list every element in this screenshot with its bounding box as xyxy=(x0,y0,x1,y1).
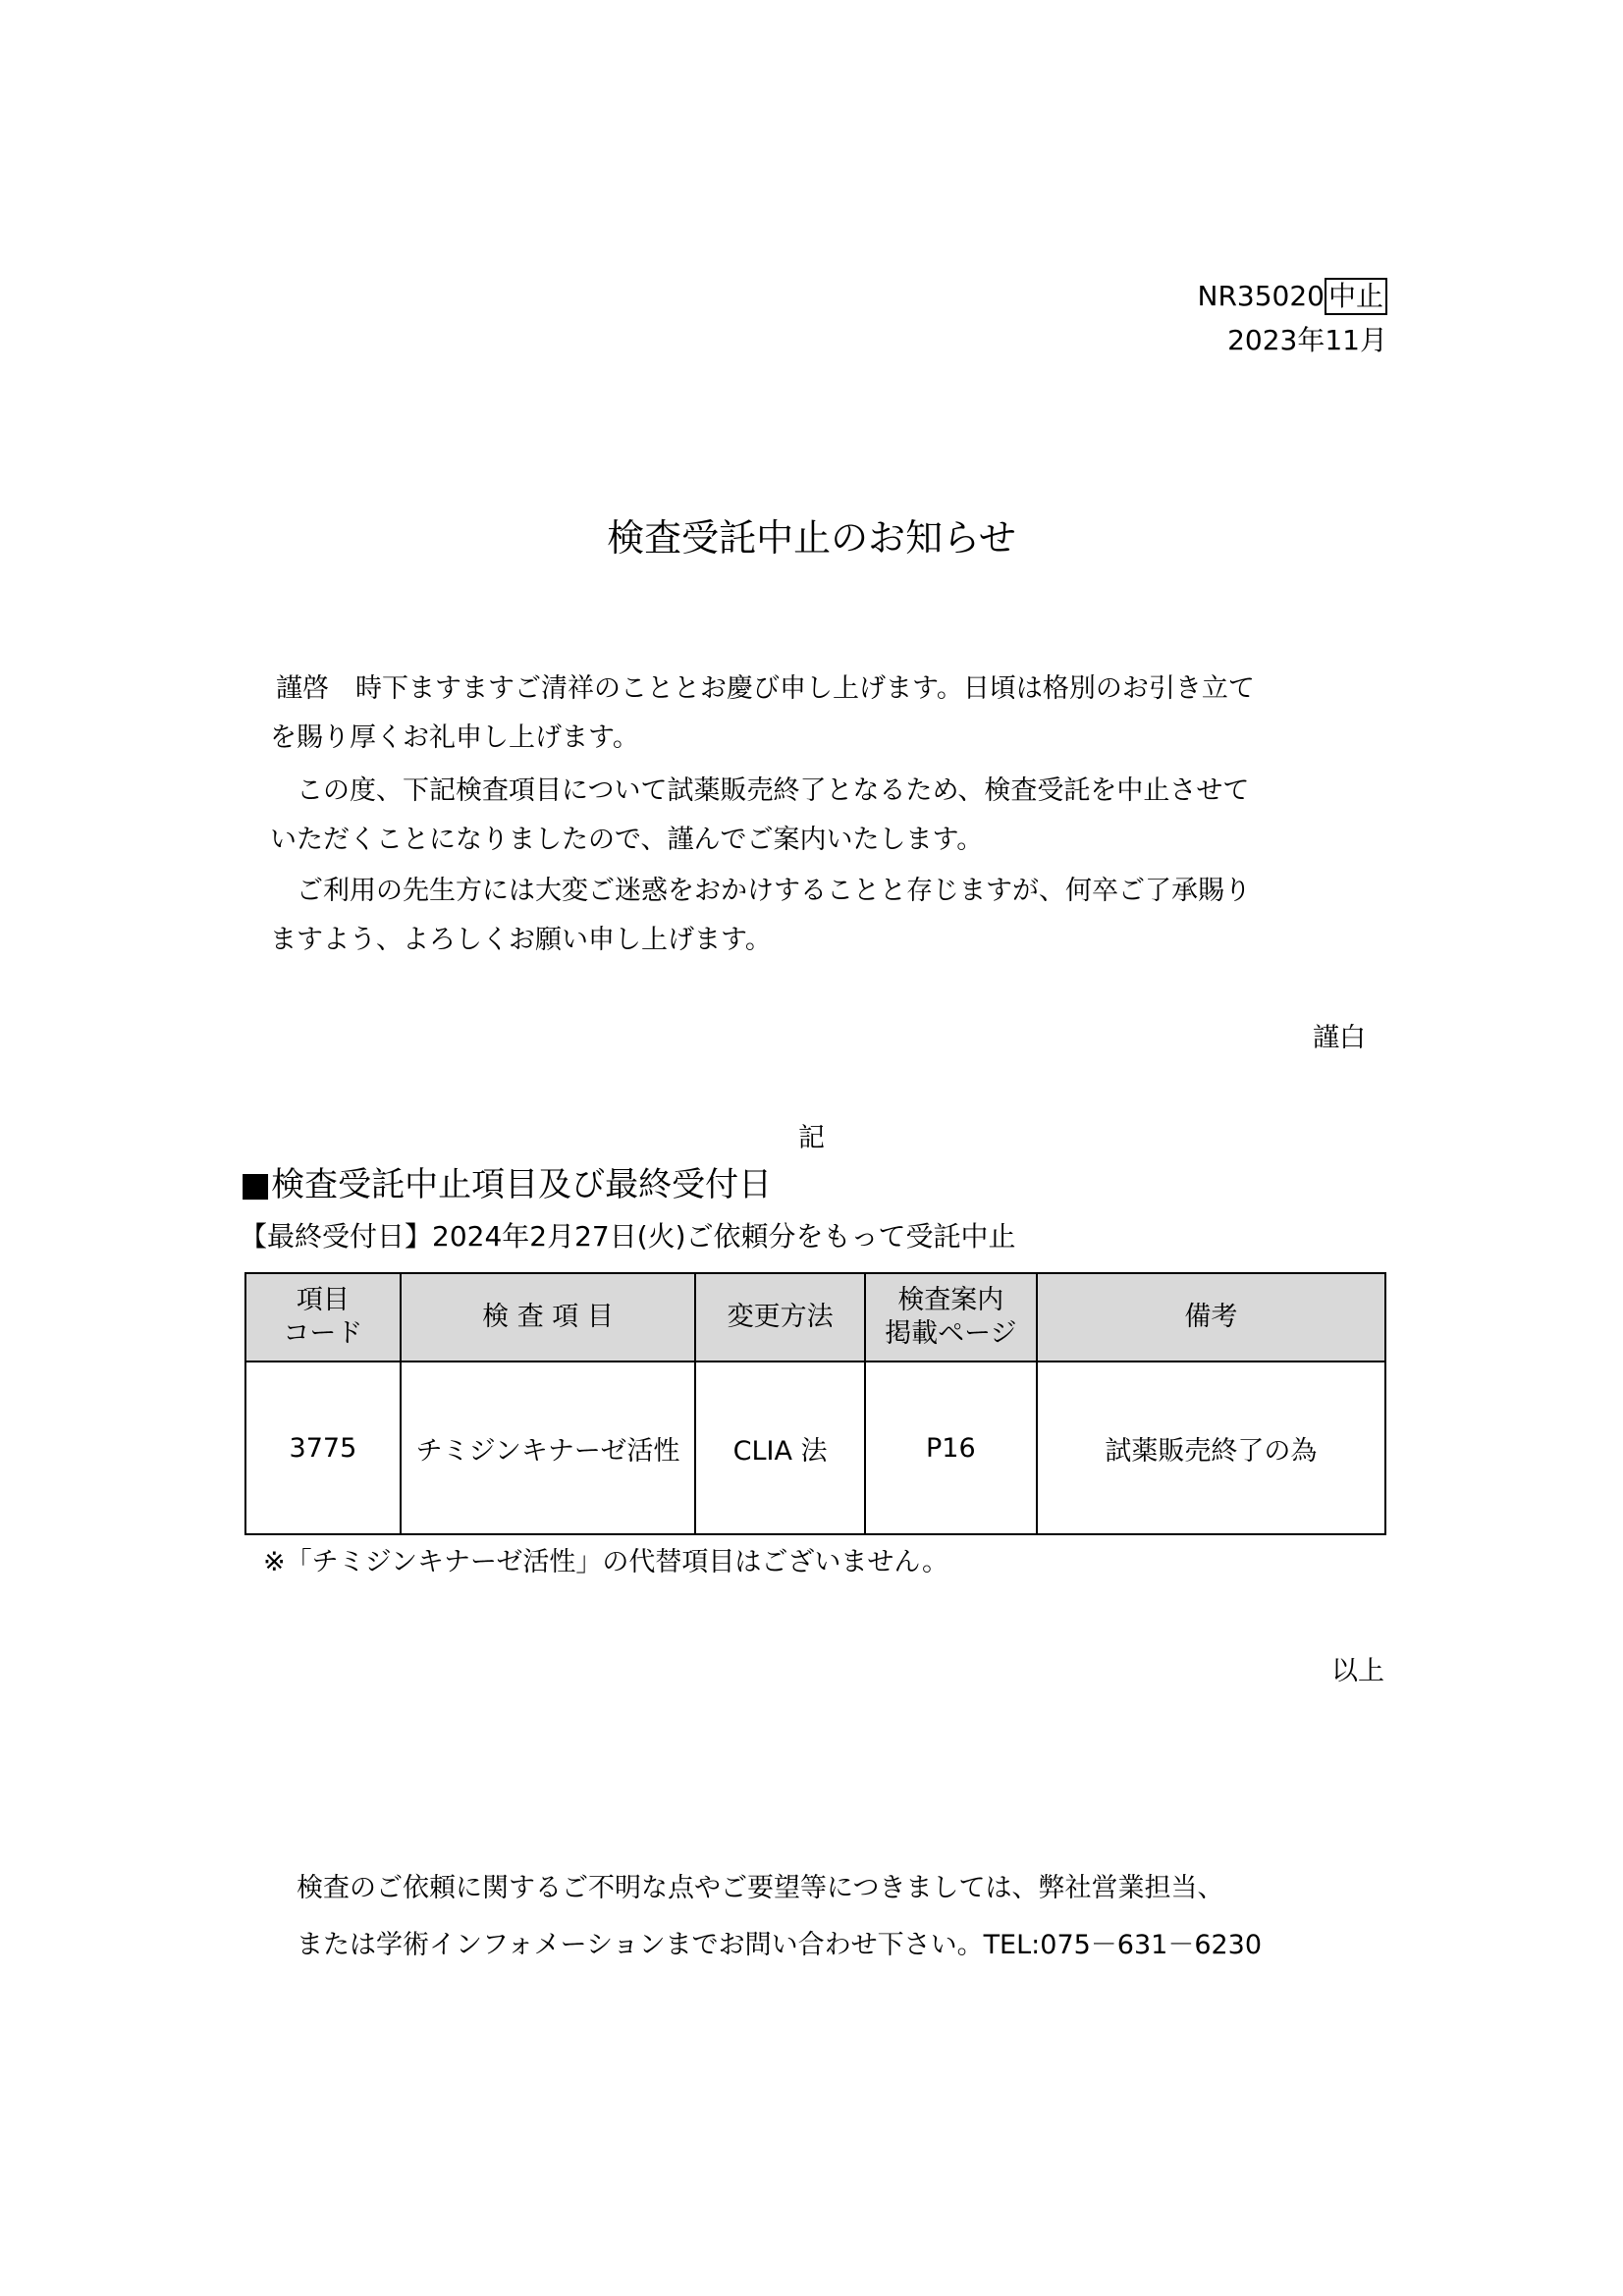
alternative-note: ※「チミジンキナーゼ活性」の代替項目はございません。 xyxy=(263,1547,949,1577)
cell-item: チミジンキナーゼ活性 xyxy=(401,1362,695,1534)
page-title: 検査受託中止のお知らせ xyxy=(607,516,1016,560)
header-code-line2: コード xyxy=(283,1318,363,1349)
document-date: 2023年11月 xyxy=(1227,324,1387,356)
cell-method: CLIA 法 xyxy=(695,1362,865,1534)
header-page-line2: 掲載ページ xyxy=(885,1318,1017,1349)
body-line-1: 謹啓 時下ますますご清祥のこととお慶び申し上げます。日頃は格別のお引き立て xyxy=(276,673,1255,704)
contact-line-1: 検査のご依頼に関するご不明な点やご要望等につきましては、弊社営業担当、 xyxy=(297,1873,1224,1903)
body-line-4: いただくことになりましたので、謹んでご案内いたします。 xyxy=(270,825,984,855)
header-method: 変更方法 xyxy=(695,1273,865,1362)
deadline-text: 【最終受付日】2024年2月27日(火)ご依頼分をもって受託中止 xyxy=(240,1220,1016,1253)
table-row xyxy=(245,1362,1385,1534)
body-line-6: ますよう、よろしくお願い申し上げます。 xyxy=(270,925,772,955)
cell-remarks: 試薬販売終了の為 xyxy=(1037,1362,1385,1534)
body-line-5: ご利用の先生方には大変ご迷惑をおかけすることと存じますが、何卒ご了承賜り xyxy=(270,876,1251,906)
table-header-row xyxy=(245,1273,1385,1362)
status-badge: 中止 xyxy=(1325,278,1387,315)
header-page xyxy=(865,1273,1037,1362)
header-remarks: 備考 xyxy=(1037,1273,1385,1362)
closing-salutation: 謹白 xyxy=(1313,1023,1366,1053)
body-line-2: を賜り厚くお礼申し上げます。 xyxy=(270,722,639,753)
document-number xyxy=(1198,277,1388,316)
contact-line-2: または学術インフォメーションまでお問い合わせ下さい。TEL:075－631－6230 xyxy=(297,1930,1263,1960)
header-page-line1: 検査案内 xyxy=(897,1285,1004,1315)
header-item: 検 査 項 目 xyxy=(401,1273,695,1362)
header-code xyxy=(245,1273,401,1362)
header-code-line1: 項目 xyxy=(296,1285,350,1315)
items-table xyxy=(244,1272,1386,1535)
body-line-3: この度、下記検査項目について試薬販売終了となるため、検査受託を中止させて xyxy=(270,775,1250,806)
document-code: NR35020 xyxy=(1197,280,1325,312)
cell-page: P16 xyxy=(865,1362,1037,1534)
end-mark: 以上 xyxy=(1331,1656,1384,1686)
notation-mark: 記 xyxy=(798,1123,825,1153)
section-heading: ■検査受託中止項目及び最終受付日 xyxy=(240,1165,773,1204)
cell-code: 3775 xyxy=(245,1362,401,1534)
